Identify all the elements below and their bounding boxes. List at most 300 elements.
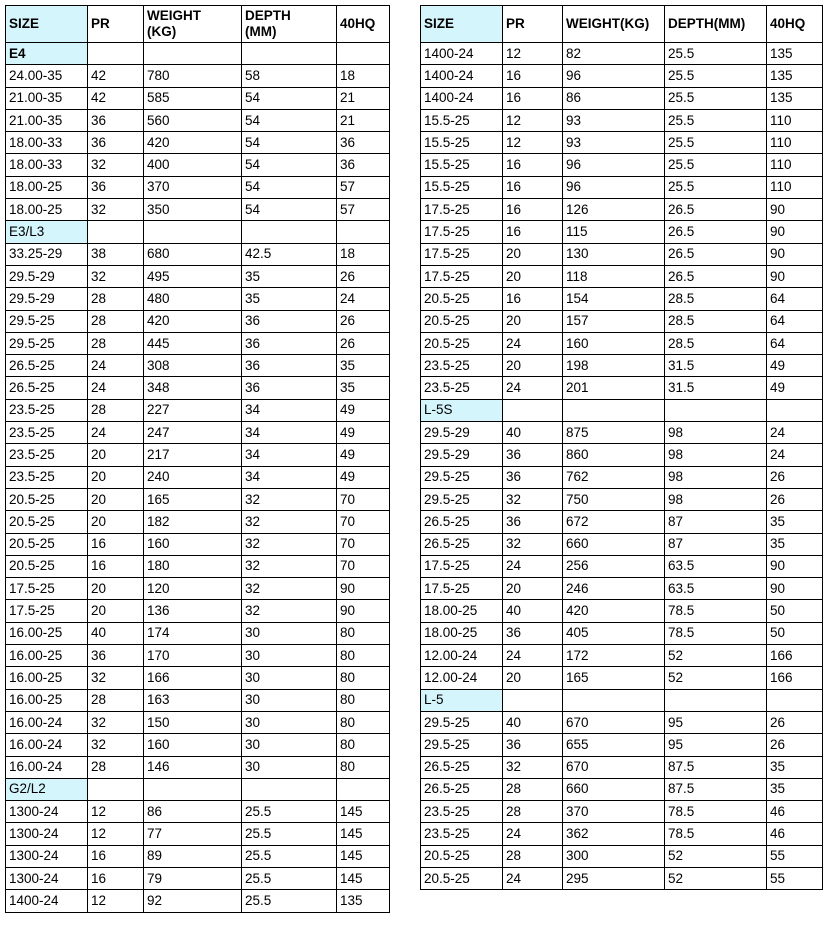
cell-pr: 28 [88, 310, 144, 332]
table-row [421, 667, 823, 689]
cell-pr: 42 [88, 65, 144, 87]
cell-pr: 28 [88, 332, 144, 354]
empty-cell [767, 399, 823, 421]
cell-size: 20.5-25 [421, 288, 503, 310]
cell-pr: 16 [88, 533, 144, 555]
cell-pr: 16 [503, 154, 563, 176]
cell-pr: 36 [503, 511, 563, 533]
spec-table-right [420, 5, 823, 890]
cell-40hq: 49 [337, 466, 390, 488]
cell-depth: 36 [242, 355, 337, 377]
cell-weight: 680 [144, 243, 242, 265]
cell-size: 16.00-25 [6, 645, 88, 667]
cell-weight: 198 [563, 355, 665, 377]
cell-size: 29.5-29 [6, 288, 88, 310]
cell-weight: 655 [563, 734, 665, 756]
cell-size: 23.5-25 [421, 377, 503, 399]
header-weight: WEIGHT (KG) [144, 6, 242, 43]
header-weight: WEIGHT(KG) [563, 6, 665, 43]
cell-pr: 28 [503, 778, 563, 800]
empty-cell [242, 778, 337, 800]
header-40hq: 40HQ [767, 6, 823, 43]
cell-size: 17.5-25 [421, 555, 503, 577]
cell-size: 23.5-25 [6, 444, 88, 466]
cell-depth: 34 [242, 399, 337, 421]
cell-depth: 87 [665, 511, 767, 533]
header-pr: PR [503, 6, 563, 43]
section-label: L-5 [421, 689, 503, 711]
cell-size: 26.5-25 [421, 756, 503, 778]
cell-pr: 20 [88, 511, 144, 533]
cell-size: 23.5-25 [6, 422, 88, 444]
table-row [6, 466, 390, 488]
cell-pr: 36 [88, 132, 144, 154]
cell-weight: 445 [144, 332, 242, 354]
cell-pr: 16 [503, 176, 563, 198]
table-row [6, 65, 390, 87]
table-row [6, 176, 390, 198]
table-row [421, 444, 823, 466]
cell-depth: 42.5 [242, 243, 337, 265]
table-row [6, 132, 390, 154]
empty-cell [242, 221, 337, 243]
cell-size: 17.5-25 [421, 199, 503, 221]
table-row [6, 645, 390, 667]
cell-size: 20.5-25 [421, 332, 503, 354]
cell-size: 17.5-25 [6, 600, 88, 622]
cell-pr: 16 [88, 845, 144, 867]
empty-cell [337, 778, 390, 800]
cell-40hq: 55 [767, 845, 823, 867]
cell-weight: 348 [144, 377, 242, 399]
section-row [6, 43, 390, 65]
header-40hq: 40HQ [337, 6, 390, 43]
table-row [421, 533, 823, 555]
cell-depth: 78.5 [665, 600, 767, 622]
cell-40hq: 90 [767, 221, 823, 243]
cell-40hq: 145 [337, 867, 390, 889]
section-label: G2/L2 [6, 778, 88, 800]
cell-40hq: 46 [767, 801, 823, 823]
cell-40hq: 80 [337, 689, 390, 711]
cell-pr: 24 [503, 823, 563, 845]
table-row [6, 600, 390, 622]
cell-size: 1300-24 [6, 845, 88, 867]
header-depth: DEPTH(MM) [665, 6, 767, 43]
cell-size: 17.5-25 [6, 578, 88, 600]
cell-depth: 34 [242, 444, 337, 466]
cell-pr: 32 [88, 734, 144, 756]
cell-pr: 20 [88, 466, 144, 488]
cell-depth: 30 [242, 645, 337, 667]
cell-40hq: 64 [767, 332, 823, 354]
cell-weight: 86 [144, 801, 242, 823]
table-row [6, 199, 390, 221]
cell-weight: 362 [563, 823, 665, 845]
cell-size: 15.5-25 [421, 132, 503, 154]
cell-pr: 16 [503, 288, 563, 310]
spec-table-left [5, 5, 390, 913]
cell-pr: 16 [503, 221, 563, 243]
cell-size: 26.5-25 [6, 377, 88, 399]
cell-weight: 93 [563, 109, 665, 131]
cell-depth: 32 [242, 578, 337, 600]
cell-size: 29.5-25 [421, 466, 503, 488]
cell-size: 29.5-29 [421, 444, 503, 466]
cell-size: 29.5-25 [421, 711, 503, 733]
cell-pr: 20 [503, 265, 563, 287]
table-row [6, 355, 390, 377]
cell-40hq: 57 [337, 176, 390, 198]
cell-depth: 30 [242, 734, 337, 756]
section-row [421, 689, 823, 711]
cell-depth: 25.5 [242, 845, 337, 867]
cell-weight: 370 [144, 176, 242, 198]
table-row [421, 310, 823, 332]
cell-depth: 25.5 [665, 109, 767, 131]
cell-pr: 24 [88, 377, 144, 399]
cell-40hq: 24 [767, 422, 823, 444]
cell-size: 23.5-25 [6, 466, 88, 488]
cell-size: 29.5-29 [421, 422, 503, 444]
cell-size: 20.5-25 [421, 867, 503, 889]
cell-pr: 16 [503, 199, 563, 221]
table-row [6, 890, 390, 912]
cell-depth: 98 [665, 488, 767, 510]
cell-depth: 25.5 [242, 823, 337, 845]
cell-depth: 25.5 [665, 87, 767, 109]
table-row [421, 288, 823, 310]
cell-pr: 28 [88, 399, 144, 421]
cell-weight: 79 [144, 867, 242, 889]
table-row [421, 422, 823, 444]
cell-depth: 26.5 [665, 243, 767, 265]
cell-pr: 24 [503, 867, 563, 889]
cell-40hq: 80 [337, 734, 390, 756]
cell-weight: 165 [144, 488, 242, 510]
empty-cell [337, 221, 390, 243]
cell-size: 23.5-25 [6, 399, 88, 421]
table-row [6, 711, 390, 733]
cell-40hq: 80 [337, 711, 390, 733]
cell-40hq: 80 [337, 622, 390, 644]
cell-40hq: 70 [337, 511, 390, 533]
cell-weight: 217 [144, 444, 242, 466]
cell-size: 29.5-29 [6, 265, 88, 287]
table-row [6, 488, 390, 510]
section-label: L-5S [421, 399, 503, 421]
cell-weight: 350 [144, 199, 242, 221]
cell-depth: 32 [242, 488, 337, 510]
cell-depth: 30 [242, 711, 337, 733]
cell-depth: 52 [665, 667, 767, 689]
cell-depth: 95 [665, 734, 767, 756]
cell-40hq: 26 [767, 711, 823, 733]
cell-weight: 77 [144, 823, 242, 845]
cell-depth: 98 [665, 466, 767, 488]
cell-pr: 12 [503, 109, 563, 131]
cell-weight: 120 [144, 578, 242, 600]
cell-weight: 118 [563, 265, 665, 287]
cell-size: 20.5-25 [6, 511, 88, 533]
cell-weight: 256 [563, 555, 665, 577]
cell-weight: 96 [563, 65, 665, 87]
cell-pr: 24 [503, 332, 563, 354]
table-row [421, 332, 823, 354]
table-row [421, 734, 823, 756]
cell-depth: 78.5 [665, 801, 767, 823]
cell-pr: 32 [503, 756, 563, 778]
cell-pr: 32 [503, 533, 563, 555]
cell-pr: 38 [88, 243, 144, 265]
cell-40hq: 70 [337, 555, 390, 577]
cell-depth: 25.5 [665, 65, 767, 87]
cell-size: 20.5-25 [421, 310, 503, 332]
table-row [421, 221, 823, 243]
cell-depth: 26.5 [665, 221, 767, 243]
cell-40hq: 57 [337, 199, 390, 221]
cell-size: 29.5-25 [6, 332, 88, 354]
cell-pr: 28 [88, 756, 144, 778]
cell-weight: 115 [563, 221, 665, 243]
cell-size: 29.5-25 [421, 734, 503, 756]
table-row [6, 823, 390, 845]
table-row [421, 711, 823, 733]
table-row [6, 109, 390, 131]
cell-weight: 89 [144, 845, 242, 867]
cell-size: 16.00-24 [6, 756, 88, 778]
cell-depth: 54 [242, 132, 337, 154]
cell-depth: 32 [242, 600, 337, 622]
section-row [421, 399, 823, 421]
table-row [421, 778, 823, 800]
cell-depth: 87 [665, 533, 767, 555]
cell-pr: 24 [88, 422, 144, 444]
cell-weight: 560 [144, 109, 242, 131]
cell-weight: 762 [563, 466, 665, 488]
cell-weight: 180 [144, 555, 242, 577]
empty-cell [503, 399, 563, 421]
cell-depth: 32 [242, 511, 337, 533]
table-row [6, 265, 390, 287]
header-size: SIZE [6, 6, 88, 43]
cell-weight: 240 [144, 466, 242, 488]
cell-size: 15.5-25 [421, 176, 503, 198]
table-row [6, 801, 390, 823]
cell-40hq: 135 [337, 890, 390, 912]
table-row [6, 87, 390, 109]
cell-weight: 672 [563, 511, 665, 533]
table-row [6, 243, 390, 265]
cell-size: 18.00-25 [421, 622, 503, 644]
cell-weight: 154 [563, 288, 665, 310]
cell-pr: 32 [88, 667, 144, 689]
cell-pr: 32 [88, 154, 144, 176]
empty-cell [563, 689, 665, 711]
cell-depth: 25.5 [242, 867, 337, 889]
cell-pr: 24 [88, 355, 144, 377]
cell-40hq: 49 [337, 444, 390, 466]
cell-depth: 25.5 [665, 43, 767, 65]
table-row [421, 578, 823, 600]
cell-40hq: 36 [337, 154, 390, 176]
cell-weight: 246 [563, 578, 665, 600]
cell-weight: 182 [144, 511, 242, 533]
cell-depth: 36 [242, 332, 337, 354]
section-label: E4 [6, 43, 88, 65]
cell-weight: 170 [144, 645, 242, 667]
cell-pr: 20 [503, 310, 563, 332]
cell-size: 15.5-25 [421, 154, 503, 176]
cell-depth: 52 [665, 845, 767, 867]
cell-40hq: 70 [337, 488, 390, 510]
cell-40hq: 64 [767, 288, 823, 310]
cell-pr: 32 [88, 711, 144, 733]
cell-pr: 36 [88, 176, 144, 198]
cell-40hq: 110 [767, 132, 823, 154]
cell-depth: 95 [665, 711, 767, 733]
cell-40hq: 145 [337, 845, 390, 867]
cell-40hq: 80 [337, 645, 390, 667]
table-row [421, 466, 823, 488]
cell-40hq: 26 [767, 466, 823, 488]
table-row [421, 801, 823, 823]
section-row [6, 221, 390, 243]
empty-cell [563, 399, 665, 421]
cell-size: 16.00-25 [6, 689, 88, 711]
cell-weight: 160 [144, 533, 242, 555]
cell-pr: 12 [88, 890, 144, 912]
cell-weight: 300 [563, 845, 665, 867]
table-row [421, 867, 823, 889]
table-row [6, 555, 390, 577]
cell-weight: 585 [144, 87, 242, 109]
empty-cell [503, 689, 563, 711]
table-row [6, 377, 390, 399]
cell-pr: 12 [88, 823, 144, 845]
table-row [421, 555, 823, 577]
cell-size: 16.00-25 [6, 667, 88, 689]
cell-40hq: 26 [767, 488, 823, 510]
table-row [6, 756, 390, 778]
cell-pr: 28 [88, 288, 144, 310]
cell-pr: 16 [88, 555, 144, 577]
cell-weight: 174 [144, 622, 242, 644]
cell-depth: 78.5 [665, 622, 767, 644]
cell-depth: 58 [242, 65, 337, 87]
cell-pr: 36 [503, 466, 563, 488]
cell-pr: 32 [503, 488, 563, 510]
cell-40hq: 18 [337, 65, 390, 87]
table-row [421, 377, 823, 399]
cell-size: 1300-24 [6, 867, 88, 889]
empty-cell [88, 221, 144, 243]
cell-weight: 295 [563, 867, 665, 889]
cell-weight: 495 [144, 265, 242, 287]
cell-40hq: 50 [767, 622, 823, 644]
empty-cell [767, 689, 823, 711]
table-row [421, 600, 823, 622]
cell-40hq: 26 [337, 332, 390, 354]
cell-depth: 54 [242, 87, 337, 109]
table-row [421, 132, 823, 154]
cell-40hq: 90 [767, 578, 823, 600]
table-row [421, 823, 823, 845]
section-label: E3/L3 [6, 221, 88, 243]
cell-depth: 54 [242, 176, 337, 198]
cell-40hq: 24 [337, 288, 390, 310]
cell-depth: 54 [242, 199, 337, 221]
cell-pr: 16 [503, 87, 563, 109]
empty-cell [144, 778, 242, 800]
cell-depth: 63.5 [665, 555, 767, 577]
cell-depth: 36 [242, 377, 337, 399]
cell-40hq: 110 [767, 154, 823, 176]
cell-40hq: 49 [767, 355, 823, 377]
cell-depth: 52 [665, 645, 767, 667]
cell-pr: 20 [503, 578, 563, 600]
cell-size: 21.00-35 [6, 87, 88, 109]
empty-cell [337, 43, 390, 65]
cell-weight: 86 [563, 87, 665, 109]
cell-weight: 420 [563, 600, 665, 622]
cell-weight: 670 [563, 756, 665, 778]
cell-40hq: 90 [767, 265, 823, 287]
cell-pr: 40 [503, 711, 563, 733]
cell-pr: 40 [503, 600, 563, 622]
cell-depth: 25.5 [665, 132, 767, 154]
cell-weight: 150 [144, 711, 242, 733]
cell-depth: 98 [665, 422, 767, 444]
empty-cell [144, 43, 242, 65]
cell-size: 20.5-25 [6, 488, 88, 510]
cell-pr: 20 [88, 444, 144, 466]
cell-size: 26.5-25 [421, 533, 503, 555]
empty-cell [665, 689, 767, 711]
table-row [421, 845, 823, 867]
cell-depth: 30 [242, 667, 337, 689]
cell-depth: 36 [242, 310, 337, 332]
cell-size: 20.5-25 [421, 845, 503, 867]
cell-40hq: 49 [337, 399, 390, 421]
header-row [6, 6, 390, 43]
cell-pr: 20 [88, 600, 144, 622]
table-row [6, 533, 390, 555]
cell-weight: 82 [563, 43, 665, 65]
cell-weight: 93 [563, 132, 665, 154]
cell-size: 26.5-25 [6, 355, 88, 377]
table-row [421, 488, 823, 510]
cell-size: 1400-24 [421, 65, 503, 87]
table-row [6, 689, 390, 711]
cell-weight: 370 [563, 801, 665, 823]
cell-size: 29.5-25 [6, 310, 88, 332]
cell-40hq: 35 [767, 511, 823, 533]
cell-40hq: 26 [337, 310, 390, 332]
header-pr: PR [88, 6, 144, 43]
cell-pr: 36 [503, 622, 563, 644]
cell-size: 1400-24 [6, 890, 88, 912]
table-row [6, 578, 390, 600]
cell-pr: 20 [503, 355, 563, 377]
cell-depth: 63.5 [665, 578, 767, 600]
cell-weight: 146 [144, 756, 242, 778]
cell-40hq: 80 [337, 667, 390, 689]
table-row [6, 154, 390, 176]
empty-cell [242, 43, 337, 65]
cell-weight: 96 [563, 154, 665, 176]
table-row [6, 622, 390, 644]
